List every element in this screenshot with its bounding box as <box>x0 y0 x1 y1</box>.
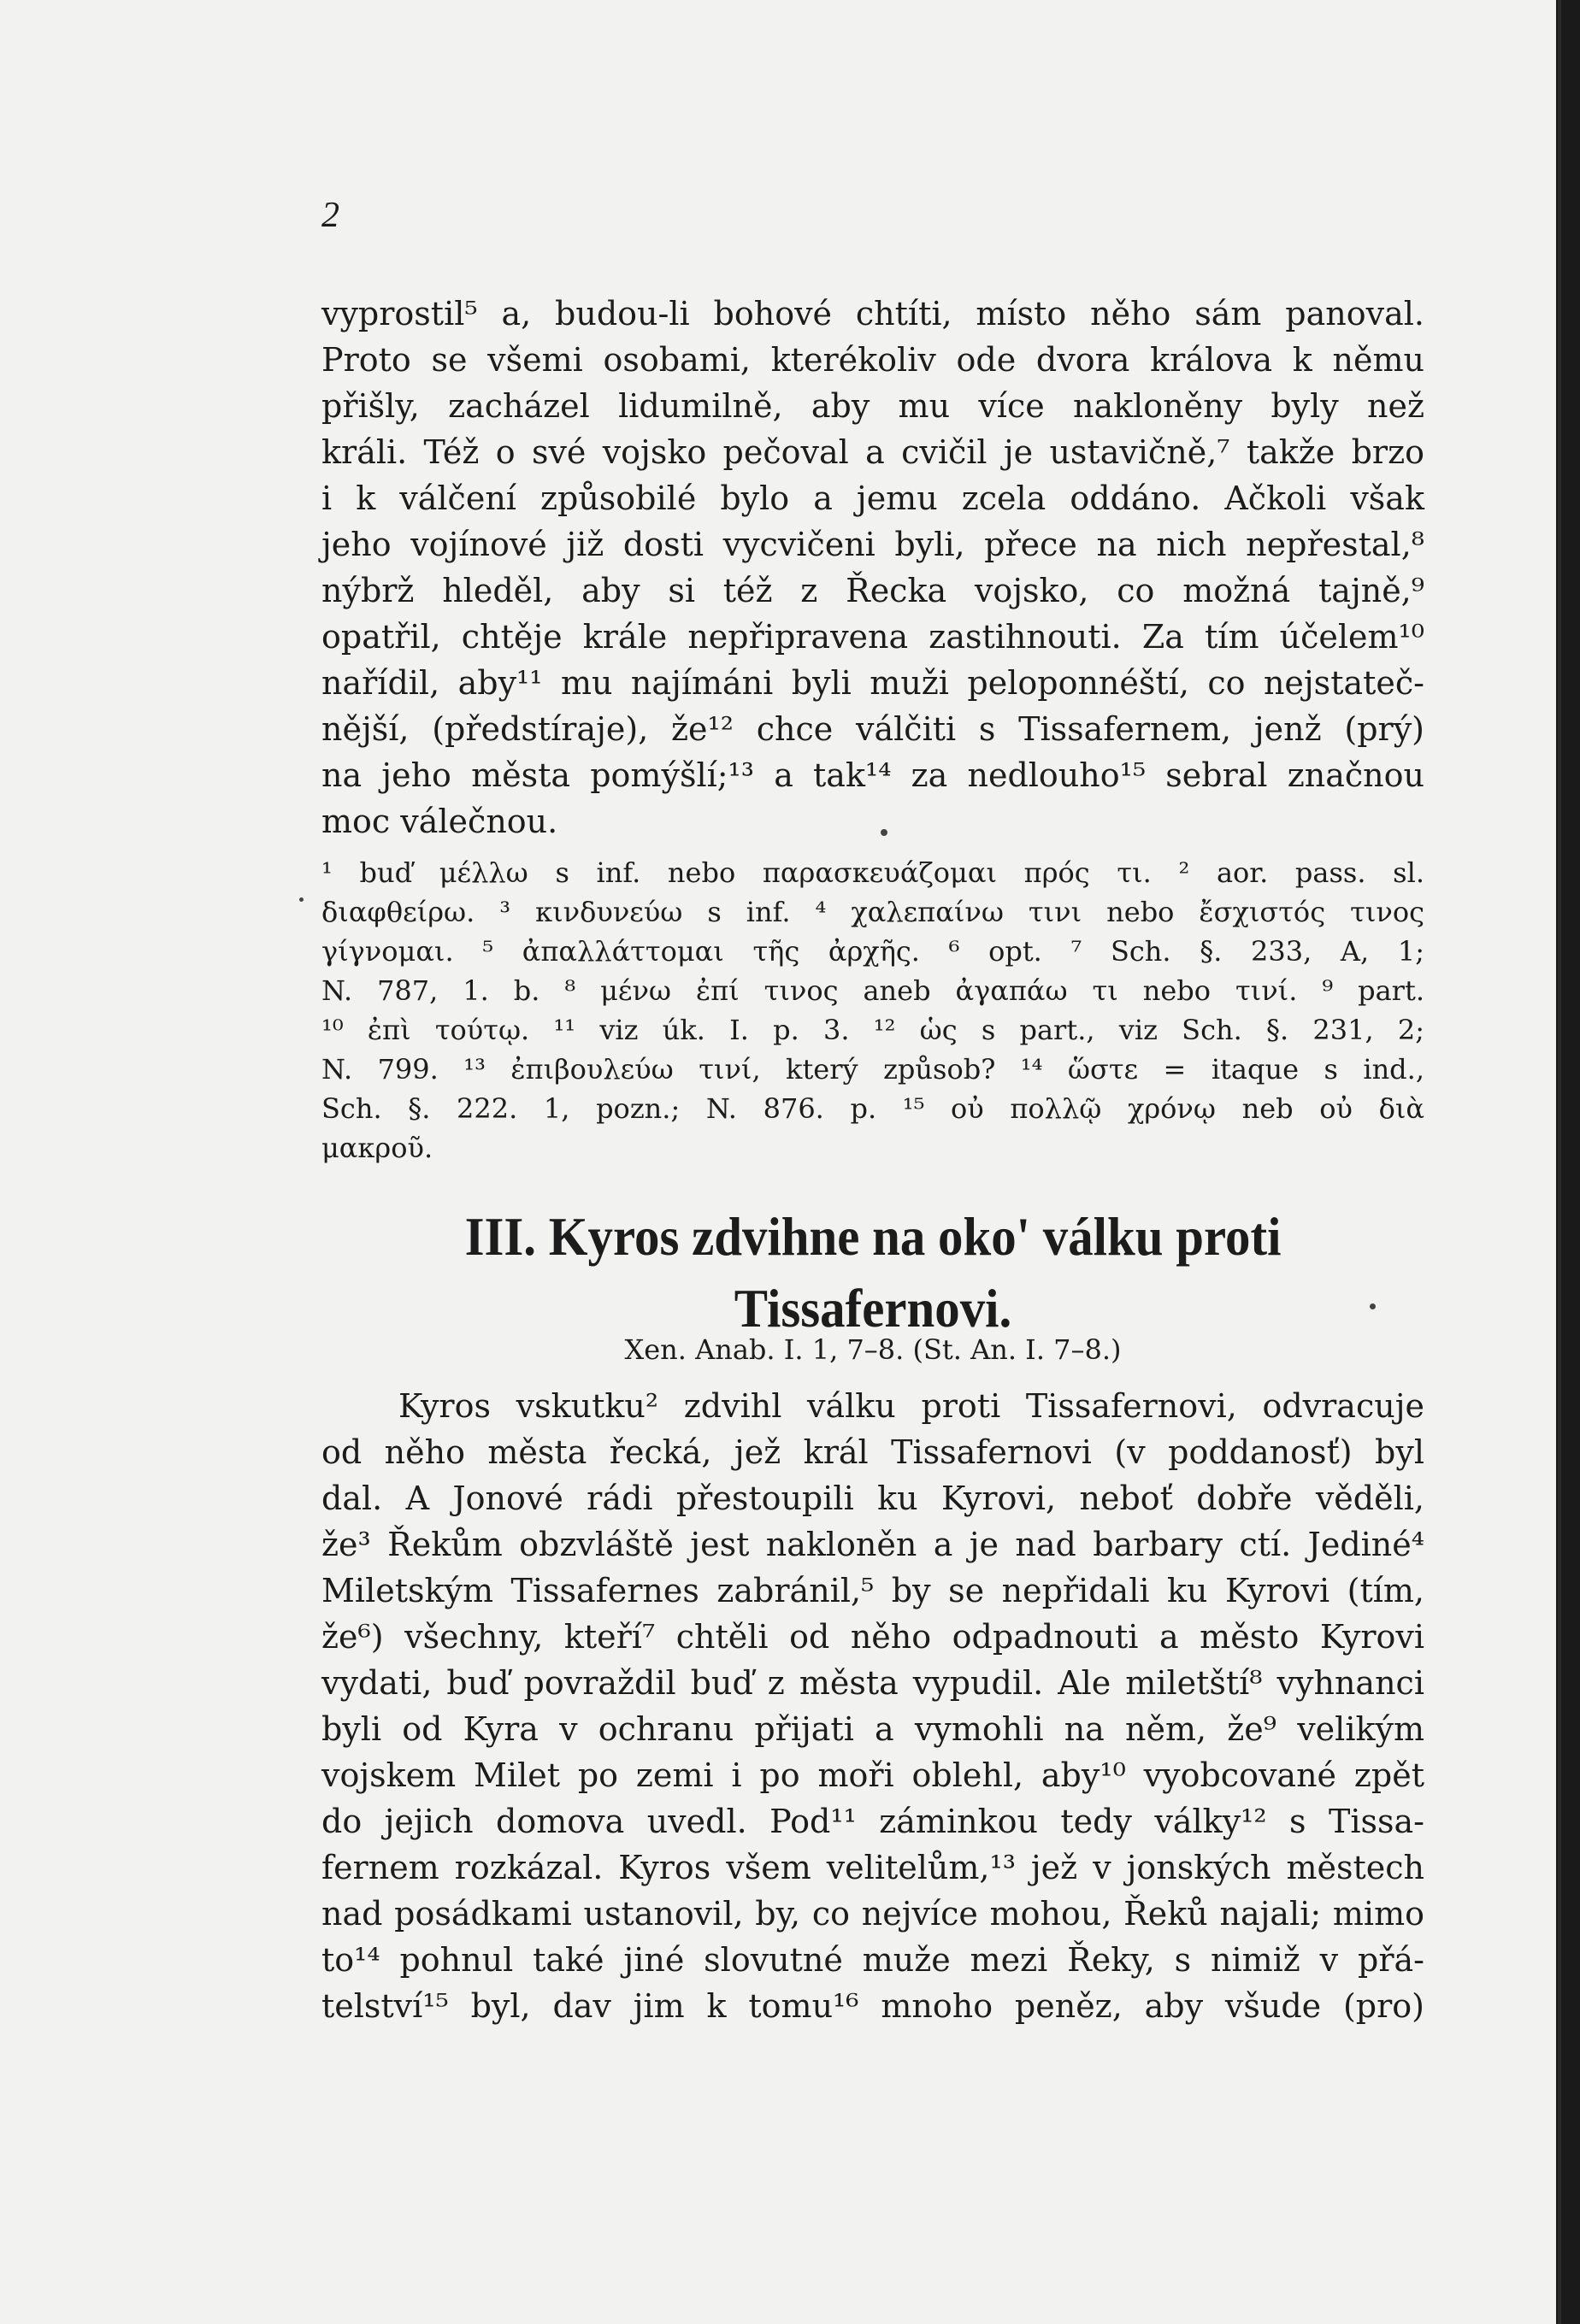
text-line: od něho města řecká, jež král Tissafernovi (v poddanosť) byl <box>321 1433 1424 1471</box>
text-line: i k válčení způsobilé bylo a jemu zcela oddáno. Ačkoli však <box>321 480 1424 517</box>
text-line: nařídil, aby¹¹ mu najímáni byli muži peloponnéští, co nejstateč- <box>321 664 1424 702</box>
text-line: Proto se všemi osobami, kterékoliv ode dvora králova k němu <box>321 341 1424 379</box>
text-line: nad posádkami ustanovil, by, co nejvíce mohou, Řeků najali; mimo <box>321 1895 1424 1933</box>
text-line: to¹⁴ pohnul také jiné slovutné muže mezi Řeky, s nimiž v přá- <box>321 1941 1424 1979</box>
text-line: opatřil, chtěje krále nepřipravena zastihnouti. Za tím účelem¹⁰ <box>321 618 1424 656</box>
text-line: byli od Kyra v ochranu přijati a vymohli na něm, že⁹ velikým <box>321 1710 1424 1748</box>
text-line: nější, (předstíraje), že¹² chce válčiti s Tissafernem, jenž (prý) <box>321 710 1424 748</box>
paragraph-continuation <box>321 291 1424 844</box>
footnote-line: ¹ buď μέλλω s inf. nebo παρασκευάζομαι πρός τι. ² aor. pass. sl. <box>321 856 1424 889</box>
scan-speck <box>881 829 887 836</box>
text-line: Miletským Tissafernes zabránil,⁵ by se nepřidali ku Kyrovi (tím, <box>321 1572 1424 1609</box>
footnote-line: μακροῦ. <box>321 1132 433 1164</box>
page-number: 2 <box>321 196 339 235</box>
scan-speck <box>299 897 304 902</box>
text-line: dal. A Jonové rádi přestoupili ku Kyrovi, neboť dobře věděli, <box>321 1480 1424 1517</box>
text-line: fernem rozkázal. Kyros všem velitelům,¹³ jež v jonských městech <box>321 1849 1424 1886</box>
footnote-line: ¹⁰ ἐπὶ τούτῳ. ¹¹ viz úk. I. p. 3. ¹² ὡς s part., viz Sch. §. 231, 2; <box>321 1014 1424 1046</box>
footnote-line: Sch. §. 222. 1, pozn.; N. 876. p. ¹⁵ οὐ πολλῷ χρόνῳ neb οὐ διὰ <box>321 1092 1424 1125</box>
footnote-line: N. 787, 1. b. ⁸ μένω ἐπί τινος aneb ἀγαπάω τι nebo τινί. ⁹ part. <box>321 974 1424 1007</box>
text-line: Kyros vskutku² zdvihl válku proti Tissafernovi, odvracuje <box>398 1387 1424 1425</box>
text-line: králi. Též o své vojsko pečoval a cvičil je ustavičně,⁷ takže brzo <box>321 433 1424 471</box>
footnote-line: γίγνομαι. ⁵ ἀπαλλάττομαι τῆς ἀρχῆς. ⁶ opt. ⁷ Sch. §. 233, A, 1; <box>321 935 1424 968</box>
text-line: na jeho města pomýšlí;¹³ a tak¹⁴ za nedlouho¹⁵ sebral značnou <box>321 756 1424 794</box>
text-line: že⁶) všechny, kteří⁷ chtěli od něho odpadnouti a město Kyrovi <box>321 1618 1424 1656</box>
chapter-heading <box>366 1201 1381 1344</box>
chapter-title-line-1: III. Kyros zdvihne na oko' válku proti <box>464 1206 1282 1267</box>
page-edge <box>1558 0 1561 2324</box>
text-line: vyprostil⁵ a, budou-li bohové chtíti, místo něho sám panoval. <box>321 295 1424 332</box>
text-line: moc válečnou. <box>321 803 558 840</box>
text-line: jeho vojínové již dosti vycvičeni byli, přece na nich nepřestal,⁸ <box>321 526 1424 563</box>
text-line: vojskem Milet po zemi i po moři oblehl, aby¹⁰ vyobcované zpět <box>321 1756 1424 1794</box>
text-line: do jejich domova uvedl. Pod¹¹ záminkou tedy války¹² s Tissa- <box>321 1803 1424 1840</box>
text-line: že³ Řekům obzvláště jest nakloněn a je nad barbary ctí. Jediné⁴ <box>321 1526 1424 1563</box>
chapter-source: Xen. Anab. I. 1, 7–8. (St. An. I. 7–8.) <box>624 1333 1122 1366</box>
footnote-line: N. 799. ¹³ ἐπιβουλεύω τινί, který způsob? ¹⁴ ὥστε = itaque s ind., <box>321 1053 1424 1086</box>
chapter-title-line-2: Tissafernovi. <box>734 1278 1012 1339</box>
text-line: telství¹⁵ byl, dav jim k tomu¹⁶ mnoho peněz, aby všude (pro) <box>321 1987 1424 2025</box>
chapter-body <box>321 1383 1424 2029</box>
footnote-line: διαφθείρω. ³ κινδυνεύω s inf. ⁴ χαλεπαίνω τινι nebo ἔσχιστός τινος <box>321 896 1424 928</box>
footnotes <box>321 853 1424 1168</box>
text-line: nýbrž hleděl, aby si též z Řecka vojsko, co možná tajně,⁹ <box>321 572 1424 609</box>
text-line: přišly, zacházel lidumilně, aby mu více nakloněny byly než <box>321 387 1424 425</box>
scan-speck <box>1370 1303 1376 1309</box>
text-line: vydati, buď povraždil buď z města vypudil. Ale miletští⁸ vyhnanci <box>321 1664 1424 1702</box>
